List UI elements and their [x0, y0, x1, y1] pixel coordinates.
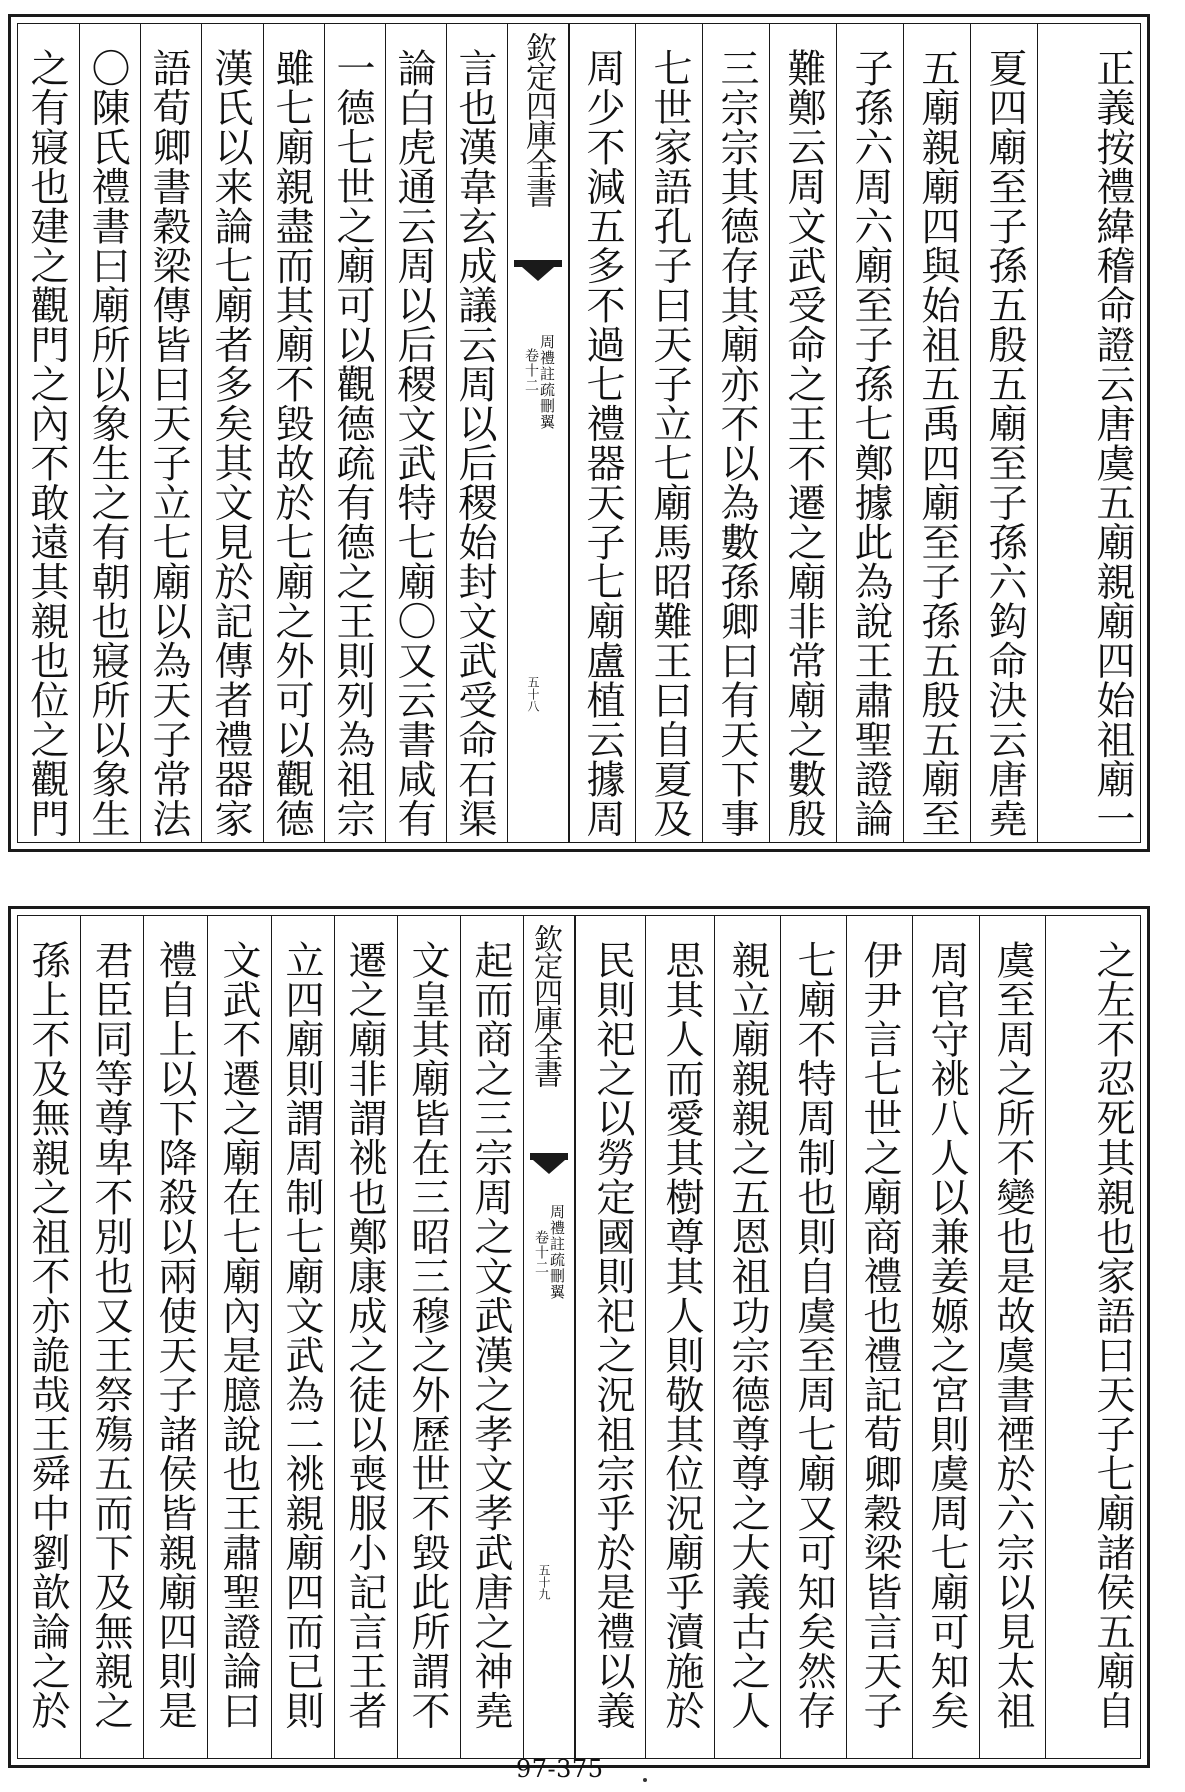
bottom-page-frame	[8, 906, 1150, 1768]
folio-number: 五十八	[526, 676, 540, 712]
volume-label: 卷十二	[523, 348, 539, 393]
text-column: 孫上不及無親之祖不亦詭哉王舜中劉歆論之於	[25, 940, 70, 1730]
text-column: 一德七世之廟可以觀德疏有德之王則列為祖宗	[324, 24, 385, 842]
volume-label: 卷十二	[533, 1230, 549, 1275]
text-column: 起而商之三宗周之文武漢之孝文孝武唐之神堯	[460, 916, 523, 1758]
text-column: 周少不減五多不過七禮器天子七廟盧植云據周	[569, 24, 635, 842]
work-title: 周禮註疏刪翼	[538, 334, 556, 430]
center-margin	[523, 916, 575, 1758]
text-column: 正義按禮緯稽命證云唐虞五廟親廟四始祖廟一	[1037, 24, 1145, 842]
text-column: 雖七廟親盡而其廟不毀故於七廟之外可以觀德	[263, 24, 324, 842]
text-column: 七廟不特周制也則自虞至周七廟又可知矣然存	[780, 916, 846, 1758]
text-column: 漢氏以来論七廟者多矣其文見於記傳者禮器家	[201, 24, 263, 842]
work-title: 周禮註疏刪翼	[548, 1204, 566, 1300]
text-column: 文皇其廟皆在三昭三穆之外歷世不毀此所謂不	[397, 916, 460, 1758]
text-column: 君臣同等尊卑不別也又王祭殤五而下及無親之	[80, 916, 143, 1758]
text-column: 語荀卿書穀梁傳皆曰天子立七廟以為天子常法	[140, 24, 201, 842]
text-column: 虞至周之所不變也是故虞書禋於六宗以見太祖	[979, 916, 1045, 1758]
top-page-frame	[8, 14, 1150, 852]
text-column: 禮自上以下降殺以兩使天子諸侯皆親廟四則是	[143, 916, 207, 1758]
text-column: 論白虎通云周以后稷文武特七廟〇又云書咸有	[385, 24, 446, 842]
text-column: 子孫六周六廟至子孫七鄭據此為說王肅聖證論	[836, 24, 903, 842]
text-column: 周官守祧八人以兼姜嫄之宮則虞周七廟可知矣	[912, 916, 979, 1758]
top-page-text-area	[17, 23, 1141, 843]
book-title: 欽定四庫全書	[520, 32, 556, 206]
text-column: 親立廟親親之五恩祖功宗德尊尊之大義古之人	[714, 916, 780, 1758]
text-column: 文武不遷之廟在七廟內是臆說也王肅聖證論曰	[207, 916, 271, 1758]
text-column: 之左不忍死其親也家語曰天子七廟諸侯五廟自	[1045, 916, 1145, 1758]
text-column: 七世家語孔子曰天子立七廟馬昭難王曰自夏及	[635, 24, 702, 842]
center-margin	[507, 24, 569, 842]
folio-number: 五十九	[537, 1564, 551, 1600]
scan-speck	[643, 1778, 647, 1782]
fishtail-mark	[530, 1153, 568, 1160]
text-column: 三宗宗其德存其廟亦不以為數孫卿曰有天下事	[702, 24, 769, 842]
bottom-page-text-area	[17, 915, 1141, 1759]
text-column: 伊尹言七世之廟商禮也禮記荀卿穀梁皆言天子	[846, 916, 912, 1758]
text-column: 遷之廟非謂祧也鄭康成之徒以喪服小記言王者	[334, 916, 397, 1758]
text-column: 思其人而愛其樹尊其人則敬其位況廟乎瀆施於	[645, 916, 714, 1758]
text-column: 〇陳氏禮書曰廟所以象生之有朝也寢所以象生	[79, 24, 140, 842]
page-number: 97-375	[516, 1755, 604, 1783]
text-column: 夏四廟至子孫五殷五廟至子孫六鈎命決云唐堯	[970, 24, 1037, 842]
text-column: 五廟親廟四與始祖五禹四廟至子孫五殷五廟至	[903, 24, 970, 842]
text-column: 立四廟則謂周制七廟文武為二祧親廟四而已則	[271, 916, 334, 1758]
text-column: 之有寢也建之觀門之內不敢遠其親也位之觀門	[24, 48, 69, 838]
text-column: 難鄭云周文武受命之王不遷之廟非常廟之數殷	[769, 24, 836, 842]
book-title: 欽定四庫全書	[530, 924, 564, 1086]
fishtail-mark	[514, 260, 562, 267]
text-column: 民則祀之以勞定國則祀之況祖宗乎於是禮以義	[575, 916, 645, 1758]
text-column: 言也漢韋玄成議云周以后稷始封文武受命石渠	[446, 24, 507, 842]
